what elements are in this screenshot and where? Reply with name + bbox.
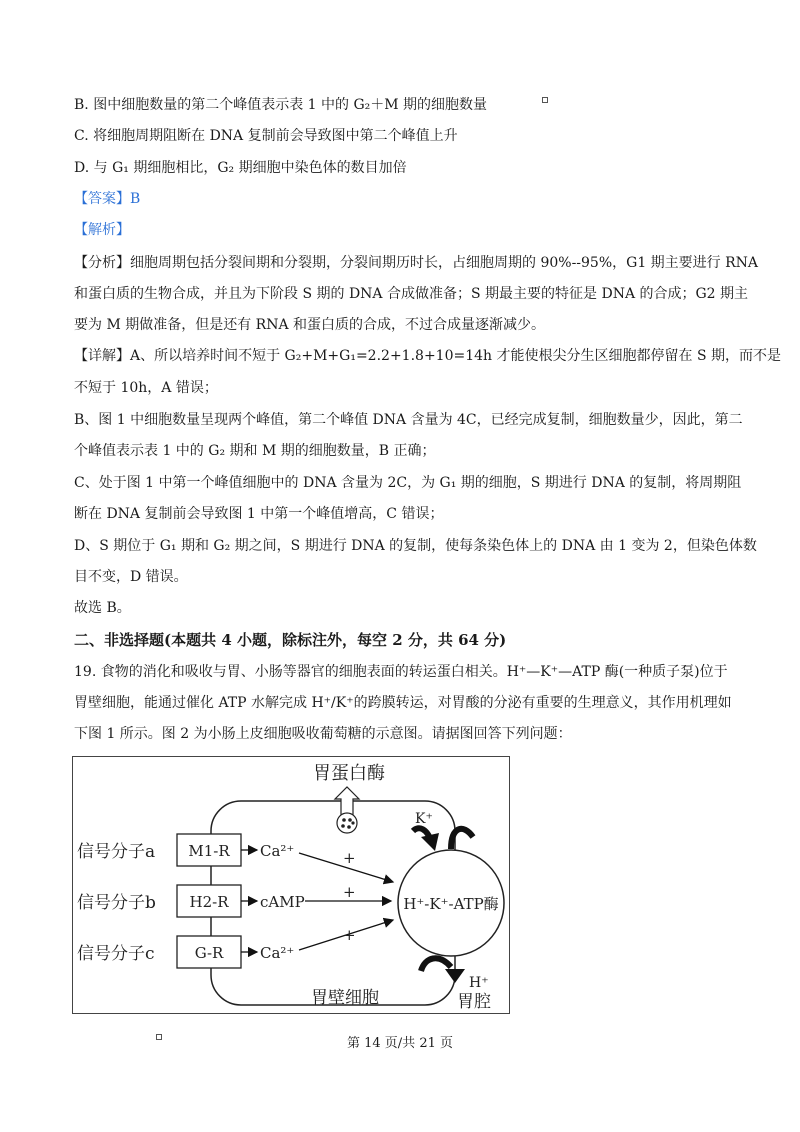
signal-c-label: 信号分子c xyxy=(77,944,155,964)
marker-dot xyxy=(542,97,548,103)
option-d: D. 与 G₁ 期细胞相比，G₂ 期细胞中染色体的数目加倍 xyxy=(74,160,407,176)
detail-paragraph-3: B、图 1 中细胞数量呈现两个峰值，第二个峰值 DNA 含量为 4C，已经完成复制，细胞数量少，因此，第二 xyxy=(74,412,743,428)
k-arrow-tail xyxy=(413,828,431,841)
granule xyxy=(348,818,352,822)
detail-paragraph-2: 不短于 10h，A 错误； xyxy=(74,380,218,396)
messenger-ca-1: Ca²⁺ xyxy=(260,842,295,860)
signal-a-label: 信号分子a xyxy=(77,842,156,862)
analysis-paragraph-2: 和蛋白质的生物合成，并且为下阶段 S 期的 DNA 合成做准备；S 期最主要的特征是 DNA 的合成；G2 期主 xyxy=(74,286,749,302)
plus-sign-2: + xyxy=(343,883,356,901)
diagram-svg xyxy=(73,757,509,1013)
option-b: B. 图中细胞数量的第二个峰值表示表 1 中的 G₂＋M 期的细胞数量 xyxy=(74,97,488,113)
option-c: C. 将细胞周期阻断在 DNA 复制前会导致图中第二个峰值上升 xyxy=(74,128,458,144)
section-heading: 二、非选择题(本题共 4 小题，除标注外，每空 2 分，共 64 分) xyxy=(74,631,507,649)
receptor-gr-label: G-R xyxy=(194,944,224,962)
detail-paragraph-6: 断在 DNA 复制前会导致图 1 中第一个峰值增高，C 错误； xyxy=(74,506,444,522)
analysis-label: 【解析】 xyxy=(74,222,130,238)
question-line-2: 胃壁细胞，能通过催化 ATP 水解完成 H⁺/K⁺的跨膜转运，对胃酸的分泌有重要的生理意义，其作用机理如 xyxy=(74,695,732,711)
detail-paragraph-5: C、处于图 1 中第一个峰值细胞中的 DNA 含量为 2C，为 G₁ 期的细胞，S 期进行 DNA 的复制，将周期阻 xyxy=(74,475,742,491)
messenger-camp: cAMP xyxy=(260,893,305,911)
question-line-1: 19. 食物的消化和吸收与胃、小肠等器官的细胞表面的转运蛋白相关。H⁺—K⁺—ATP 酶(一种质子泵)位于 xyxy=(74,664,728,680)
messenger-ca-2: Ca²⁺ xyxy=(260,944,295,962)
conclusion: 故选 B。 xyxy=(74,600,131,616)
analysis-paragraph-1: 【分析】细胞周期包括分裂间期和分裂期，分裂间期历时长，占细胞周期的 90%--95%，G1 期主要进行 RNA xyxy=(74,255,759,271)
h-ion-label: H⁺ xyxy=(469,975,489,991)
detail-paragraph-8: 目不变，D 错误。 xyxy=(74,569,188,585)
receptor-m1r-label: M1-R xyxy=(188,842,230,860)
detail-paragraph-7: D、S 期位于 G₁ 期和 G₂ 期之间，S 期进行 DNA 的复制，使每条染色体上的 DNA 由 1 变为 2，但染色体数 xyxy=(74,538,757,554)
granule xyxy=(347,825,351,829)
lumen-label: 胃腔 xyxy=(457,992,491,1012)
k-ion-label: K⁺ xyxy=(415,811,433,827)
analysis-paragraph-3: 要为 M 期做准备，但是还有 RNA 和蛋白质的合成，不过合成量逐渐减少。 xyxy=(74,317,546,333)
question-line-3: 下图 1 所示。图 2 为小肠上皮细胞吸收葡萄糖的示意图。请据图回答下列问题： xyxy=(74,726,572,742)
cell-label: 胃壁细胞 xyxy=(311,988,379,1008)
answer-label: 【答案】B xyxy=(74,191,141,207)
plus-sign-1: + xyxy=(343,849,356,867)
plus-sign-3: + xyxy=(343,926,356,944)
granule xyxy=(341,824,345,828)
detail-paragraph-4: 个峰值表示表 1 中的 G₂ 期和 M 期的细胞数量，B 正确； xyxy=(74,443,436,459)
h-arrowhead xyxy=(445,969,465,983)
enzyme-label: H⁺-K⁺-ATP酶 xyxy=(403,895,499,913)
page-footer: 第 14 页/共 21 页 xyxy=(347,1036,453,1051)
pepsin-label: 胃蛋白酶 xyxy=(313,763,385,784)
granule xyxy=(342,818,346,822)
receptor-h2r-label: H2-R xyxy=(189,893,229,911)
detail-paragraph-1: 【详解】A、所以培养时间不短于 G₂+M+G₁=2.2+1.8+10=14h 才能使根尖分生区细胞都停留在 S 期，而不是 xyxy=(74,348,781,364)
signal-b-label: 信号分子b xyxy=(77,893,156,913)
figure-1-diagram xyxy=(72,756,510,1014)
granule xyxy=(351,821,354,824)
